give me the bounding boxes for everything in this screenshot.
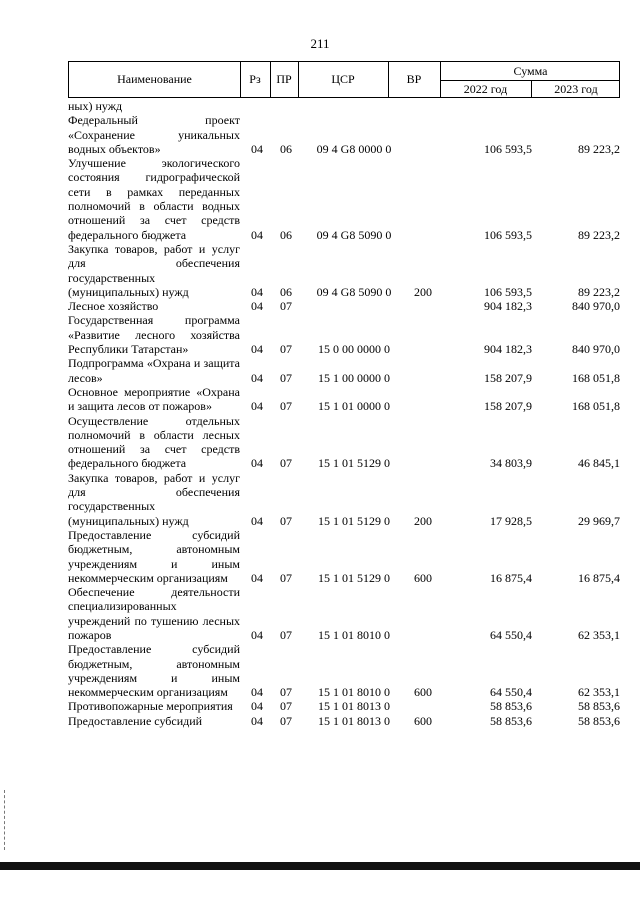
row-pr: 06	[280, 284, 292, 299]
table-row	[68, 471, 628, 528]
row-name: Лесное хозяйство	[68, 299, 159, 314]
row-pr: 06	[280, 141, 292, 156]
row-sum-2022: 158 207,9	[484, 370, 532, 385]
row-vr: 600	[414, 685, 432, 700]
row-name: Закупка товаров, работ и услуг для обеспечения государственных (муниципальных) нужд	[68, 470, 240, 528]
table-row	[68, 99, 628, 113]
row-csr: 15 1 01 8013 0	[318, 699, 390, 714]
header-vr: ВР	[406, 72, 422, 86]
row-name: Предоставление субсидий бюджетным, автономным учреждениям и иным некоммерческим организациям	[68, 527, 240, 585]
table-row	[68, 242, 628, 299]
row-sum-2022: 58 853,6	[490, 713, 532, 728]
page-number: 211	[310, 36, 330, 51]
row-sum-2023: 62 353,1	[578, 627, 620, 642]
row-name: Предоставление субсидий бюджетным, автономным учреждениям и иным некоммерческим организациям	[68, 642, 240, 700]
table-row	[68, 299, 628, 313]
row-rz: 04	[251, 513, 263, 528]
scan-margin-mark	[4, 790, 6, 850]
row-name: Улучшение экологического состояния гидрографической сети в рамках переданных полномочий в области водных отношений за счет средств федерального бюджета	[68, 156, 240, 242]
row-rz: 04	[251, 342, 263, 357]
row-rz: 04	[251, 699, 263, 714]
row-csr: 15 1 01 0000 0	[318, 399, 390, 414]
row-rz: 04	[251, 570, 263, 585]
row-sum-2023: 58 853,6	[578, 699, 620, 714]
row-pr: 07	[280, 342, 292, 357]
row-vr: 200	[414, 513, 432, 528]
table-row	[68, 156, 628, 242]
table-row	[68, 585, 628, 642]
row-pr: 07	[280, 370, 292, 385]
row-name: Основное мероприятие «Охрана и защита лесов от пожаров»	[68, 384, 240, 414]
row-csr: 09 4 G8 5090 0	[316, 227, 392, 242]
row-csr: 15 1 01 5129 0	[318, 513, 390, 528]
row-sum-2022: 58 853,6	[490, 699, 532, 714]
header-2022: 2022 год	[463, 81, 508, 96]
row-name: Государственная программа «Развитие лесного хозяйства Республики Татарстан»	[68, 313, 240, 357]
row-sum-2022: 64 550,4	[490, 685, 532, 700]
row-vr: 200	[414, 284, 432, 299]
row-sum-2022: 106 593,5	[484, 284, 532, 299]
row-rz: 04	[251, 627, 263, 642]
row-sum-2022: 17 928,5	[490, 513, 532, 528]
row-name: Предоставление субсидий	[68, 713, 203, 728]
row-csr: 15 1 01 8013 0	[318, 713, 390, 728]
header-pr: ПР	[276, 72, 292, 86]
row-pr: 07	[280, 685, 292, 700]
table-row	[68, 414, 628, 471]
header-csr: ЦСР	[331, 72, 355, 86]
header-sum: Сумма	[513, 63, 548, 78]
row-pr: 07	[280, 627, 292, 642]
row-pr: 07	[280, 399, 292, 414]
row-csr: 15 1 01 5129 0	[318, 570, 390, 585]
row-sum-2023: 89 223,2	[578, 284, 620, 299]
row-csr: 15 0 00 0000 0	[318, 342, 390, 357]
row-sum-2023: 46 845,1	[578, 456, 620, 471]
row-sum-2023: 89 223,2	[578, 227, 620, 242]
row-sum-2023: 58 853,6	[578, 713, 620, 728]
row-rz: 04	[251, 299, 263, 314]
row-sum-2023: 168 051,8	[572, 399, 620, 414]
row-name: Подпрограмма «Охрана и защита лесов»	[68, 356, 240, 385]
row-csr: 15 1 01 5129 0	[318, 456, 390, 471]
row-sum-2022: 64 550,4	[490, 627, 532, 642]
row-rz: 04	[251, 399, 263, 414]
row-pr: 07	[280, 570, 292, 585]
table-row	[68, 642, 628, 699]
row-csr: 15 1 01 8010 0	[318, 627, 390, 642]
scan-bottom-edge	[0, 862, 640, 870]
row-sum-2023: 16 875,4	[578, 570, 620, 585]
row-vr: 600	[414, 570, 432, 585]
row-csr: 15 1 01 8010 0	[318, 685, 390, 700]
row-sum-2022: 904 182,3	[484, 342, 532, 357]
row-pr: 07	[280, 299, 292, 314]
table-row	[68, 714, 628, 728]
table-row	[68, 385, 628, 414]
row-sum-2023: 62 353,1	[578, 685, 620, 700]
row-pr: 07	[280, 456, 292, 471]
header-2023: 2023 год	[554, 81, 598, 96]
table-header	[68, 61, 620, 98]
row-pr: 07	[280, 699, 292, 714]
row-sum-2023: 840 970,0	[572, 342, 620, 357]
row-sum-2022: 16 875,4	[490, 570, 532, 585]
row-rz: 04	[251, 141, 263, 156]
row-pr: 06	[280, 227, 292, 242]
row-rz: 04	[251, 713, 263, 728]
table-row	[68, 356, 628, 385]
row-sum-2022: 34 803,9	[490, 456, 532, 471]
row-rz: 04	[251, 227, 263, 242]
row-sum-2023: 168 051,8	[572, 370, 620, 385]
row-rz: 04	[251, 456, 263, 471]
table-row	[68, 528, 628, 585]
row-rz: 04	[251, 370, 263, 385]
header-rz: Рз	[249, 72, 261, 86]
row-name: Осуществление отдельных полномочий в области лесных отношений за счет средств федерального бюджета	[68, 413, 240, 471]
table-row	[68, 113, 628, 156]
row-sum-2022: 904 182,3	[484, 299, 532, 314]
row-sum-2023: 29 969,7	[578, 513, 620, 528]
row-sum-2022: 106 593,5	[484, 141, 532, 156]
row-sum-2023: 89 223,2	[578, 141, 620, 156]
row-csr: 09 4 G8 0000 0	[316, 141, 392, 156]
row-sum-2022: 106 593,5	[484, 227, 532, 242]
row-csr: 15 1 00 0000 0	[318, 370, 390, 385]
table-row	[68, 313, 628, 356]
row-sum-2023: 840 970,0	[572, 299, 620, 314]
table-row	[68, 699, 628, 713]
row-pr: 07	[280, 713, 292, 728]
row-vr: 600	[414, 713, 432, 728]
row-name: Закупка товаров, работ и услуг для обеспечения государственных (муниципальных) нужд	[68, 241, 240, 299]
row-pr: 07	[280, 513, 292, 528]
row-csr: 09 4 G8 5090 0	[316, 284, 392, 299]
row-sum-2022: 158 207,9	[484, 399, 532, 414]
row-rz: 04	[251, 284, 263, 299]
table-body	[68, 99, 628, 728]
row-name: Противопожарные мероприятия	[68, 699, 233, 714]
row-name: Обеспечение деятельности специализированных учреждений по тушению лесных пожаров	[68, 585, 240, 642]
row-name: ных) нужд	[68, 99, 123, 113]
row-rz: 04	[251, 685, 263, 700]
row-name: Федеральный проект «Сохранение уникальных водных объектов»	[68, 113, 240, 156]
header-name: Наименование	[117, 72, 192, 86]
